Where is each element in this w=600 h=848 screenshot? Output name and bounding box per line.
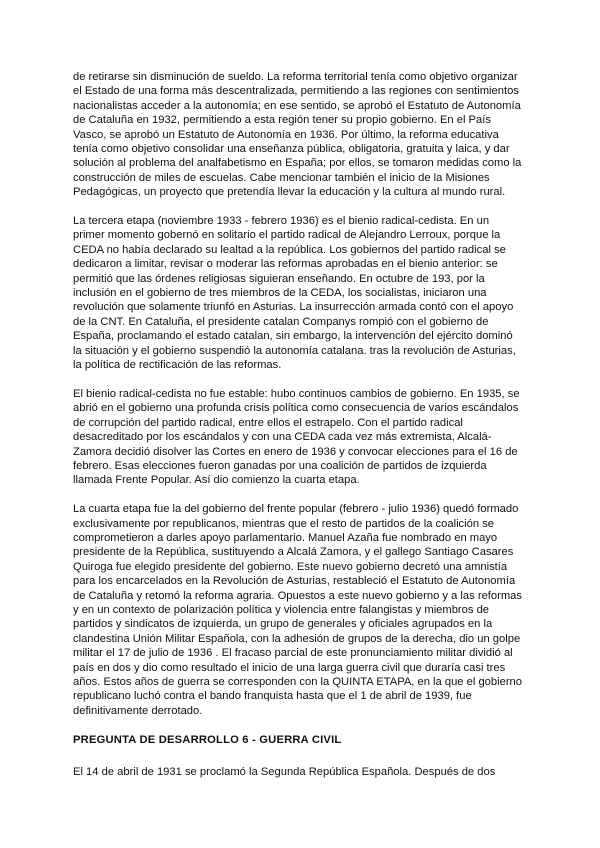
document-page xyxy=(73,70,523,779)
paragraph-reforms: de retirarse sin disminución de sueldo. La reforma territorial tenía como objetivo organizar el Estado de una forma más descentralizada, permitiendo a las regiones con sentimientos nacionalistas acceder a la autonomía; en ese sentido, se aprobó el Estatuto de Autonomía de Cataluña en 1932, permitiendo a esta región tener su propio gobierno. En el País Vasco, se aprobó un Estatuto de Autonomía en 1936. Por último, la reforma educativa tenía como objetivo consolidar una enseñanza pública, obligatoria, gratuita y laica, y dar solución al problema del analfabetismo en España; por ellos, se tomaron medidas como la construcción de miles de escuelas. Cabe mencionar también el inicio de la Misiones Pedagógicas, un proyecto que pretendía llevar la educación y la cultura al mundo rural. xyxy=(73,71,522,199)
paragraph-radical-cedista-crisis: El bienio radical-cedista no fue estable: hubo continuos cambios de gobierno. En 1935, se abrió en el gobierno una profunda crisis política como consecuencia de varios escándalos de corrupción del partido radical, entre ellos el estrapelo. Con el partido radical desacreditado por los escándalos y con una CEDA cada vez más extremista, Alcalá-Zamora decidió disolver las Cortes en enero de 1936 y convocar elecciones para el 16 de febrero. Esas elecciones fueron ganadas por una coalición de partidos de izquierda llamada Frente Popular. Así dio comienzo la cuarta etapa. xyxy=(73,387,520,487)
paragraph-fourth-stage: La cuarta etapa fue la del gobierno del frente popular (febrero - julio 1936) quedó formado exclusivamente por republicanos, mientras que el resto de partidos de la coalición se comprometieron a darles apoyo parlamentario. Manuel Azaña fue nombrado en mayo presidente de la República, sustituyendo a Alcalá Zamora, y el gallego Santiago Casares Quiroga fue elegido presidente del gobierno. Este nuevo gobierno decretó una amnistía para los encarcelados en la Revolución de Asturias, restableció el Estatuto de Autonomía de Cataluña y retomó la reforma agraria. Opuestos a este nuevo gobierno y a las reformas y en un contexto de polarización política y violencia entre falangistas y miembros de partidos y sindicatos de izquierda, un grupo de generales y oficiales agrupados en la clandestina Unión Militar Española, con la adhesión de grupos de la derecha, dio un golpe militar el 17 de julio de 1936 . El fracaso parcial de este pronunciamiento militar dividió al país en dos y dio como resultado el inicio de una larga guerra civil que duraría casi tres años. Estos años de guerra se corresponden con la QUINTA ETAPA, en la que el gobierno republicano luchó contra el bando franquista hasta que el 1 de abril de 1939, fue definitivamente derrotado. xyxy=(73,503,522,717)
paragraph-second-republic: El 14 de abril de 1931 se proclamó la Segunda República Española. Después de dos xyxy=(73,766,496,779)
section-heading: PREGUNTA DE DESARROLLO 6 - GUERRA CIVIL xyxy=(73,733,342,746)
paragraph-third-stage: La tercera etapa (noviembre 1933 - febrero 1936) es el bienio radical-cedista. En un primer momento gobernó en solitario el partido radical de Alejandro Lerroux, porque la CEDA no había declarado su lealtad a la república. Los gobiernos del partido radical se dedicaron a limitar, revisar o moderar las reformas aprobadas en el bienio anterior: se permitió que las órdenes religiosas siguieran enseñando. En octubre de 193, por la inclusión en el gobierno de tres miembros de la CEDA, los socialistas, iniciaron una revolución que solamente triunfó en Asturias. La insurrección armada contó con el apoyo de la CNT. En Cataluña, el presidente catalan Companys rompió con el gobierno de España, proclamando el estado catalan, sin embargo, la intervención del ejército dominó la situación y el gobierno suspendió la autonomía catalana. tras la revolución de Asturias, la política de rectificación de las reformas. xyxy=(73,215,516,372)
